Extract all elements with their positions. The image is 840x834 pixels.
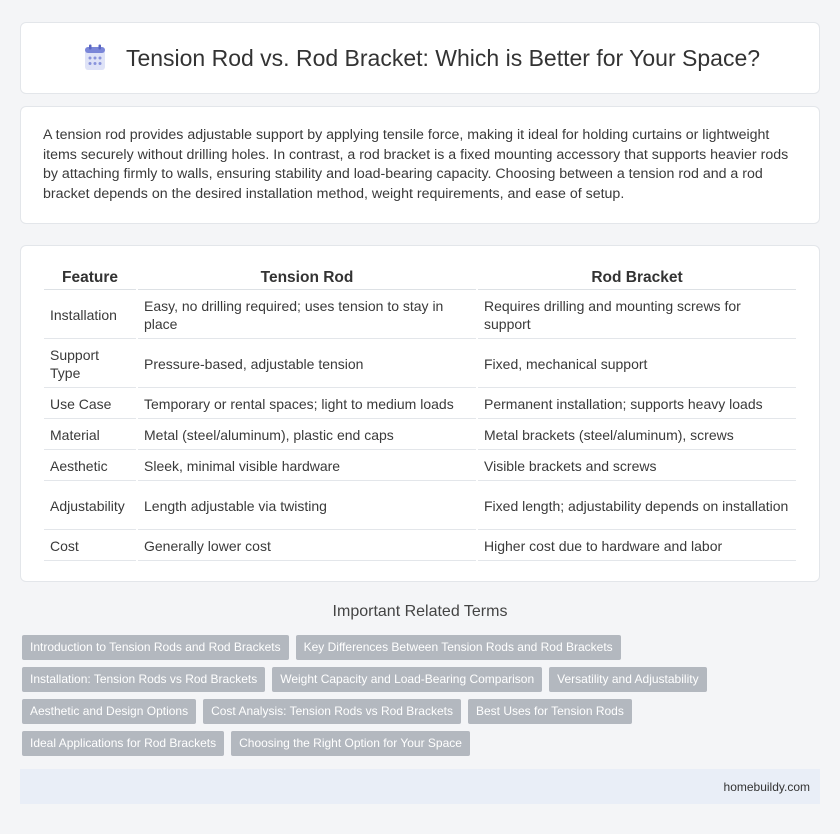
header-rod-bracket: Rod Bracket xyxy=(478,266,796,290)
rod-bracket-cell: Fixed, mechanical support xyxy=(478,341,796,388)
related-terms-tags xyxy=(22,635,822,763)
related-tag[interactable]: Choosing the Right Option for Your Space xyxy=(231,731,470,756)
feature-cell: Installation xyxy=(44,292,136,339)
feature-cell: Use Case xyxy=(44,390,136,419)
footer-site-link[interactable]: homebuildy.com xyxy=(723,780,810,794)
feature-cell: Aesthetic xyxy=(44,452,136,481)
intro-paragraph: A tension rod provides adjustable support by applying tensile force, making it ideal for holding curtains or lightweight items securely without drilling holes. In contrast, a rod bracket is a fixed mounting accessory that supports heavier rods by attaching firmly to walls, ensuring stability and load-bearing capacity. Choosing between a tension rod and a rod bracket depends on the desired installation method, weight requirements, and ease of setup. xyxy=(43,127,789,202)
table-row xyxy=(44,292,796,339)
related-tag[interactable]: Installation: Tension Rods vs Rod Brackets xyxy=(22,667,265,692)
table-row xyxy=(44,421,796,450)
header-feature: Feature xyxy=(44,266,136,290)
page-title: Tension Rod vs. Rod Bracket: Which is Better for Your Space? xyxy=(125,44,761,71)
feature-cell: Material xyxy=(44,421,136,450)
tension-rod-cell: Length adjustable via twisting xyxy=(138,483,476,530)
rod-bracket-cell: Requires drilling and mounting screws for support xyxy=(478,292,796,339)
related-tag[interactable]: Aesthetic and Design Options xyxy=(22,699,196,724)
tension-rod-cell: Easy, no drilling required; uses tension to stay in place xyxy=(138,292,476,339)
document-icon xyxy=(80,43,110,73)
comparison-table xyxy=(42,264,798,563)
related-tag[interactable]: Introduction to Tension Rods and Rod Brackets xyxy=(22,635,289,660)
header-tension-rod: Tension Rod xyxy=(138,266,476,290)
tension-rod-cell: Metal (steel/aluminum), plastic end caps xyxy=(138,421,476,450)
tension-rod-cell: Pressure-based, adjustable tension xyxy=(138,341,476,388)
related-tag[interactable]: Versatility and Adjustability xyxy=(549,667,706,692)
table-row xyxy=(44,483,796,530)
feature-cell: Cost xyxy=(44,532,136,561)
comparison-table-card xyxy=(20,245,820,582)
related-tag[interactable]: Ideal Applications for Rod Brackets xyxy=(22,731,224,756)
related-tag[interactable]: Weight Capacity and Load-Bearing Comparison xyxy=(272,667,542,692)
related-tag[interactable]: Cost Analysis: Tension Rods vs Rod Brackets xyxy=(203,699,461,724)
rod-bracket-cell: Metal brackets (steel/aluminum), screws xyxy=(478,421,796,450)
footer xyxy=(20,769,820,804)
table-row xyxy=(44,532,796,561)
rod-bracket-cell: Higher cost due to hardware and labor xyxy=(478,532,796,561)
tension-rod-cell: Generally lower cost xyxy=(138,532,476,561)
related-tag[interactable]: Key Differences Between Tension Rods and Rod Brackets xyxy=(296,635,621,660)
table-row xyxy=(44,341,796,388)
rod-bracket-cell: Fixed length; adjustability depends on installation xyxy=(478,483,796,530)
feature-cell: Adjustability xyxy=(44,483,136,530)
rod-bracket-cell: Visible brackets and screws xyxy=(478,452,796,481)
related-terms-title: Important Related Terms xyxy=(332,603,508,620)
related-tag[interactable]: Best Uses for Tension Rods xyxy=(468,699,632,724)
rod-bracket-cell: Permanent installation; supports heavy loads xyxy=(478,390,796,419)
table-row xyxy=(44,452,796,481)
header-card xyxy=(20,22,820,94)
table-row xyxy=(44,390,796,419)
intro-card xyxy=(20,106,820,224)
feature-cell: Support Type xyxy=(44,341,136,388)
tension-rod-cell: Sleek, minimal visible hardware xyxy=(138,452,476,481)
table-header-row xyxy=(44,266,796,290)
tension-rod-cell: Temporary or rental spaces; light to medium loads xyxy=(138,390,476,419)
